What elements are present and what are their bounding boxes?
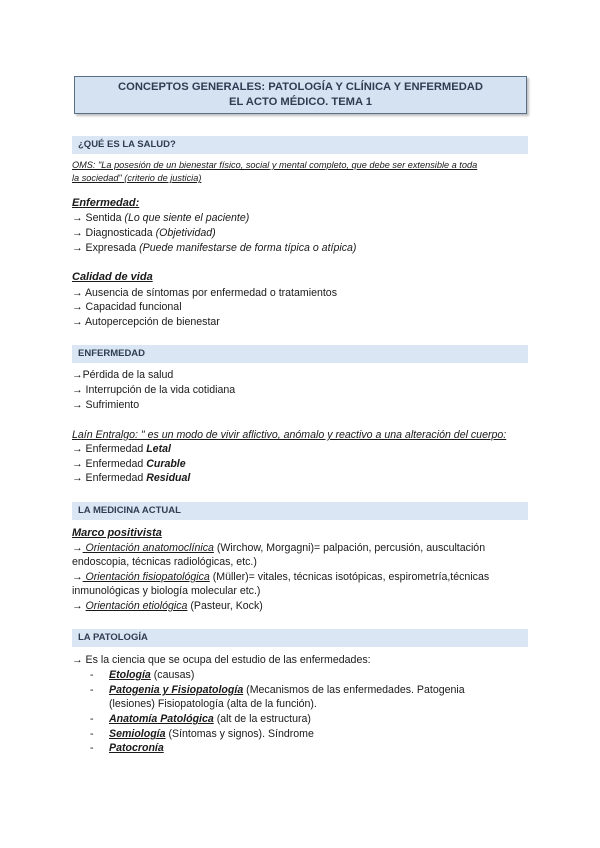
list-item — [72, 653, 371, 667]
item-text: Pérdida de la salud — [82, 369, 174, 381]
list-item — [109, 683, 465, 697]
item-text: Capacidad funcional — [85, 301, 182, 313]
item-text: Interrupción de la vida cotidiana — [85, 384, 236, 396]
list-item — [109, 741, 164, 755]
item-text: (Pasteur, Kock) — [187, 600, 263, 612]
item-term: Semiología — [109, 728, 166, 740]
arrow-icon: → — [72, 443, 83, 455]
item-text: Enfermedad — [85, 472, 147, 484]
item-text: Enfermedad — [85, 443, 147, 455]
list-item — [109, 712, 311, 726]
list-item — [109, 668, 194, 682]
list-item — [72, 368, 173, 382]
list-item — [109, 727, 314, 741]
item-note: (Puede manifestarse de forma típica o atípica) — [139, 242, 357, 254]
title-line-2: EL ACTO MÉDICO. TEMA 1 — [229, 95, 372, 108]
item-term: Anatomía Patológica — [109, 713, 214, 725]
list-item — [72, 315, 220, 329]
item-term: Etología — [109, 669, 151, 681]
item-text: (alt de la estructura) — [213, 713, 311, 725]
list-item — [72, 471, 190, 485]
calidad-heading: Calidad de vida — [72, 271, 153, 283]
item-text: Ausencia de síntomas por enfermedad o tratamientos — [84, 287, 337, 299]
list-item — [72, 442, 171, 456]
dash-icon: - — [90, 728, 94, 740]
title-line-1: CONCEPTOS GENERALES: PATOLOGÍA Y CLÍNICA Y ENFERMEDAD — [118, 81, 483, 93]
item-text: (causas) — [150, 669, 195, 681]
arrow-icon: → — [72, 472, 83, 484]
list-item — [72, 599, 263, 613]
item-text: Expresada — [85, 242, 140, 254]
item-label: Orientación etiológica — [85, 600, 188, 612]
dash-icon: - — [90, 713, 94, 725]
item-type: Residual — [146, 472, 191, 484]
list-item — [72, 541, 485, 555]
item-type: Curable — [146, 458, 186, 470]
dash-icon: - — [90, 742, 94, 754]
arrow-icon: → — [72, 212, 83, 224]
section-enfermedad: ENFERMEDAD — [72, 345, 528, 363]
arrow-icon: → — [72, 571, 83, 583]
list-item — [72, 457, 186, 471]
item-text: Sufrimiento — [85, 399, 140, 411]
list-item-continuation: inmunológicas y biología molecular etc.) — [72, 585, 261, 597]
item-text: Autopercepción de bienestar — [84, 316, 220, 328]
list-item — [72, 570, 489, 584]
arrow-icon: → — [72, 227, 83, 239]
item-text: (Wirchow, Morgagni)= palpación, percusión, auscultación — [213, 542, 486, 554]
item-text: (Síntomas y signos). Síndrome — [165, 728, 314, 740]
arrow-icon: → — [72, 242, 83, 254]
list-item-continuation: endoscopia, técnicas radiológicas, etc.) — [72, 556, 257, 568]
item-note: (Lo que siente el paciente) — [124, 212, 250, 224]
list-item — [72, 398, 139, 412]
arrow-icon: → — [72, 287, 83, 299]
dash-icon: - — [90, 669, 94, 681]
item-label: Orientación fisiopatológica — [82, 571, 210, 583]
dash-icon: - — [90, 684, 94, 696]
item-text: (Mecanismos de las enfermedades. Patogenia — [243, 684, 465, 696]
item-text: Enfermedad — [85, 458, 147, 470]
list-item — [72, 241, 356, 255]
arrow-icon: → — [72, 399, 83, 411]
arrow-icon: → — [72, 542, 83, 554]
item-label: Orientación anatomoclínica — [82, 542, 214, 554]
arrow-icon: → — [72, 458, 83, 470]
section-patologia: LA PATOLOGÍA — [72, 629, 528, 647]
arrow-icon: → — [72, 301, 83, 313]
arrow-icon: → — [72, 600, 83, 612]
list-item — [72, 211, 249, 225]
list-item-continuation — [109, 697, 317, 711]
item-text: Diagnosticada — [85, 227, 156, 239]
list-item — [72, 300, 182, 314]
item-text: Sentida — [85, 212, 125, 224]
oms-definition-line-2: la sociedad" (criterio de justicia) — [72, 173, 202, 183]
item-term: Patogenia y Fisiopatología — [109, 684, 244, 696]
item-note: (Objetividad) — [155, 227, 216, 239]
item-text: (Müller)= vitales, técnicas isotópicas, espirometría,técnicas — [209, 571, 490, 583]
arrow-icon: → — [72, 654, 83, 666]
item-text: Es la ciencia que se ocupa del estudio de las enfermedades: — [85, 654, 371, 666]
arrow-icon: → — [72, 369, 83, 381]
arrow-icon: → — [72, 316, 83, 328]
section-salud: ¿QUÉ ES LA SALUD? — [72, 136, 528, 154]
list-item — [72, 286, 337, 300]
oms-definition-line-1: OMS: "La posesión de un bienestar físico, social y mental completo, que debe ser extensible a toda — [72, 160, 478, 170]
list-item — [72, 383, 235, 397]
item-type: Letal — [146, 443, 171, 455]
enfermedad-heading: Enfermedad: — [72, 197, 140, 209]
arrow-icon: → — [72, 384, 83, 396]
section-medicina-actual: LA MEDICINA ACTUAL — [72, 502, 528, 520]
item-term: Patocronía — [109, 742, 164, 754]
lain-entralgo-quote: Laín Entralgo: " es un modo de vivir aflictivo, anómalo y reactivo a una alteración del cuerpo: — [72, 429, 507, 441]
title-box — [74, 76, 527, 114]
item-text: (lesiones) Fisiopatología (alta de la función). — [109, 698, 317, 710]
list-item — [72, 226, 216, 240]
marco-heading: Marco positivista — [72, 527, 162, 539]
